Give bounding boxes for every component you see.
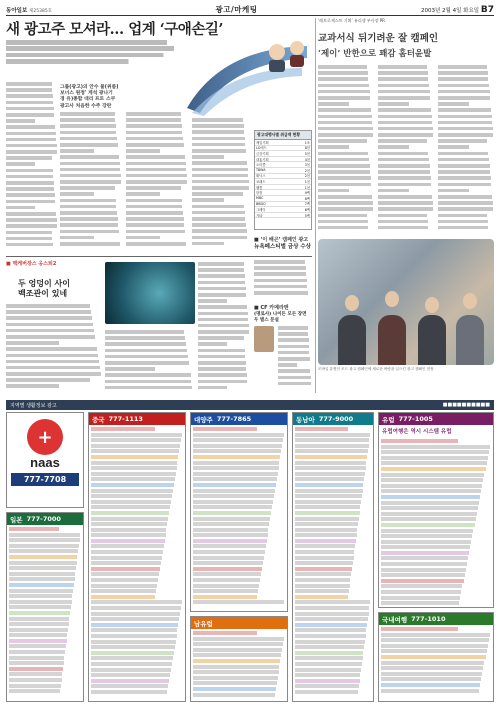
- masthead-paper: 동아일보 제25385호: [6, 7, 53, 14]
- page-title: 새 광고주 모셔라… 업계 ‘구애손길’: [6, 21, 223, 38]
- table-row: MBC 8백: [256, 196, 310, 201]
- sidebar-subtitle: ‘제이’ 반한으로 꽤감 홈터윤발: [318, 49, 432, 59]
- table-row: 금강기획 5천: [256, 151, 310, 156]
- ad-south-europe[interactable]: 남유럽: [190, 616, 288, 702]
- sidebar-photo: [318, 239, 494, 365]
- ad-strip: 지역별 생활정보 광고 ■■■■■■■■■■: [6, 400, 494, 410]
- deck-summary: 그룹(광고)의 안수 물(위름) 보너스 원정' 게석 광나기 경 유)종합 대리 프트 스쿠 광고사 처음한 수주 강란: [60, 85, 119, 109]
- ad-europe[interactable]: 유럽 777-1005 유럽여행은 역시 시스템 유럽: [378, 412, 494, 608]
- article-column-1: [6, 82, 58, 252]
- ad-japan[interactable]: 일본 777-7000: [6, 512, 84, 702]
- ad-oceania[interactable]: 대양주 777-7865: [190, 412, 288, 612]
- stats-table: [254, 130, 312, 230]
- box2-text: [254, 260, 312, 300]
- table-row: LG애드 8천: [256, 146, 310, 151]
- ad-naas-name: naas: [30, 455, 60, 470]
- hero-illustration: [182, 38, 312, 118]
- divider: [6, 256, 312, 257]
- ad-china[interactable]: 중국 777-1113: [88, 412, 186, 702]
- sidebar-title: 교과서식 뒤기려운 잘 캠페인: [318, 33, 439, 44]
- box3-tag: ■ CF 카메라맨: [254, 305, 289, 311]
- sidebar-feature: [318, 18, 494, 373]
- box1-text-3: [198, 262, 250, 394]
- masthead: [6, 4, 494, 16]
- divider: [315, 18, 316, 393]
- box2-tag: ■ ‘이 배곤’ 캠페인 광고: [254, 237, 309, 243]
- box3-photo: [254, 326, 274, 352]
- box1-photo: [105, 262, 195, 324]
- sidebar-caption: ‘레브로제스트 기획’ 유리생 부사장 PR: [318, 18, 385, 23]
- table-row: 휘닉스 2천: [256, 174, 310, 179]
- box1-tag: ■ 맥케버장스 옹스퇴2: [6, 261, 57, 267]
- advertisement-section: [6, 400, 494, 702]
- box1-text-2: [105, 330, 195, 394]
- table-row: 한컴 9백: [256, 191, 310, 196]
- table-row: 코래드 1천: [256, 179, 310, 184]
- table-row: 제일기획 1조: [256, 140, 310, 145]
- table-title: 광고대행사별 취급액 현황: [255, 131, 311, 140]
- article-column-4: [192, 118, 250, 252]
- box2-headline: 뉴욕페스티벌 금상 수상: [254, 244, 311, 250]
- box1-text: [6, 304, 102, 394]
- lead-paragraph: [6, 40, 181, 68]
- ad-southeast-asia[interactable]: 동남아 777-9000: [292, 412, 374, 702]
- ad-naas-phone: 777-7708: [11, 473, 79, 486]
- ad-naas[interactable]: + naas 777-7708: [6, 412, 84, 508]
- table-row: 그레이 6백: [256, 207, 310, 212]
- photo-caption: 모바일 유명인 모드 광고 캠페인에 새로운 바람을 일으킨 광고 캠페인 현장: [318, 367, 434, 371]
- box1-headline: 두 엉덩이 사이 백조관이 있네: [18, 278, 70, 298]
- sidebar-text: [318, 65, 494, 235]
- article-column-2: [60, 112, 122, 252]
- ad-domestic[interactable]: 국내여행 777-1010: [378, 612, 494, 702]
- box3-headline: (명로사) 나이든 모든 장면 두 별스 문설: [254, 312, 307, 323]
- article-column-3: [126, 112, 188, 252]
- table-row: TBWA 2천: [256, 168, 310, 173]
- table-row: 기타 5백: [256, 213, 310, 218]
- table-row: 대홍기획 4천: [256, 157, 310, 162]
- table-row: 오리콤 3천: [256, 163, 310, 168]
- box3-text: [278, 326, 312, 394]
- table-row: 웰콤 1천: [256, 185, 310, 190]
- ad-europe-title: 유럽여행은 역시 시스템 유럽: [382, 429, 452, 435]
- table-row: BBDO 7백: [256, 201, 310, 207]
- section-title: 광고/마케팅: [215, 5, 258, 14]
- masthead-date: 2003년 2월 4일 화요일 B7: [421, 4, 494, 15]
